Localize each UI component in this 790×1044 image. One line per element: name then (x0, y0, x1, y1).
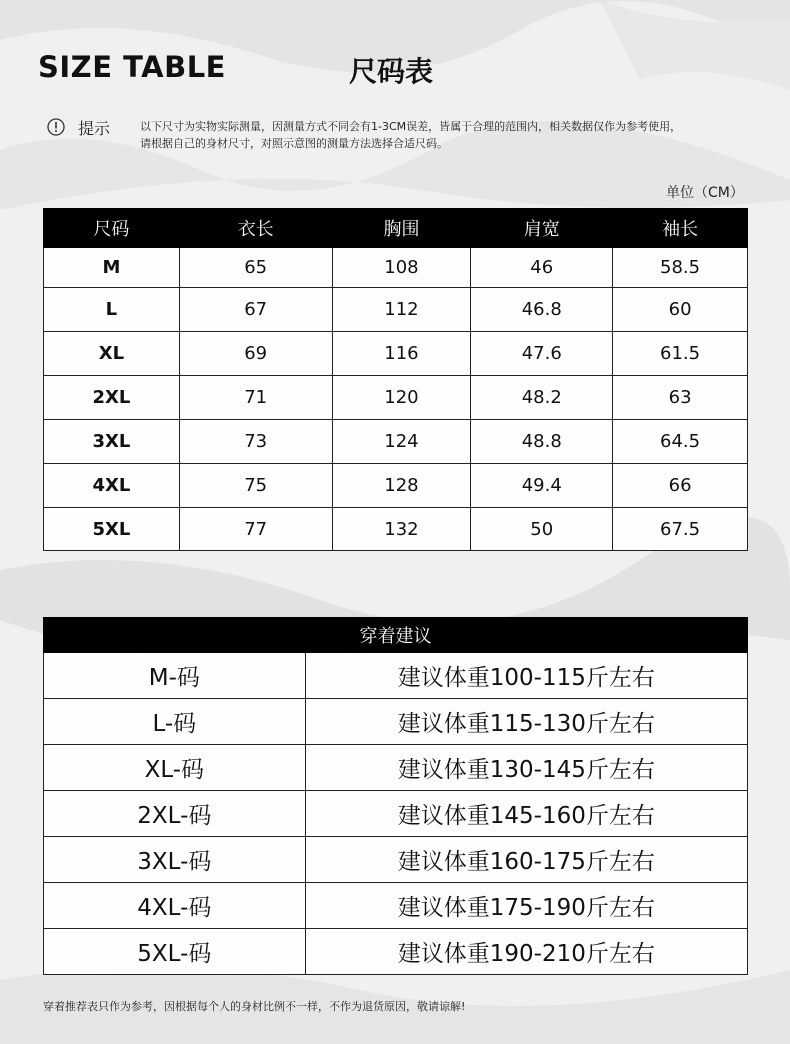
cell-weight-advice: 建议体重145-160斤左右 (305, 791, 747, 837)
cell-size-code: 2XL-码 (44, 791, 306, 837)
cell-length: 75 (179, 464, 332, 508)
cell-sleeve: 60 (613, 288, 748, 332)
cell-sleeve: 61.5 (613, 332, 748, 376)
table-row (44, 653, 748, 699)
header-size: 尺码 (44, 209, 180, 248)
cell-weight-advice: 建议体重175-190斤左右 (305, 883, 747, 929)
cell-chest: 112 (332, 288, 471, 332)
cell-length: 71 (179, 376, 332, 420)
cell-size: L (44, 288, 180, 332)
table-row (44, 332, 748, 376)
table-row (44, 248, 748, 288)
cell-shoulder: 47.6 (471, 332, 613, 376)
cell-size: 3XL (44, 420, 180, 464)
cell-length: 69 (179, 332, 332, 376)
cell-size-code: 3XL-码 (44, 837, 306, 883)
cell-length: 65 (179, 248, 332, 288)
table-row (44, 376, 748, 420)
cell-sleeve: 66 (613, 464, 748, 508)
tip-text (140, 118, 740, 152)
cell-shoulder: 49.4 (471, 464, 613, 508)
cell-size: 2XL (44, 376, 180, 420)
table-row (44, 420, 748, 464)
cell-weight-advice: 建议体重190-210斤左右 (305, 929, 747, 975)
page-title-en: SIZE TABLE (38, 50, 226, 84)
table-row (44, 837, 748, 883)
cell-size: M (44, 248, 180, 288)
cell-size: 5XL (44, 508, 180, 551)
wear-table-title: 穿着建议 (44, 618, 748, 653)
table-row (44, 791, 748, 837)
cell-size-code: L-码 (44, 699, 306, 745)
cell-length: 67 (179, 288, 332, 332)
wear-table-header-row (44, 618, 748, 653)
cell-weight-advice: 建议体重160-175斤左右 (305, 837, 747, 883)
table-row (44, 929, 748, 975)
cell-weight-advice: 建议体重100-115斤左右 (305, 653, 747, 699)
page-title-cn: 尺码表 (349, 55, 434, 88)
cell-chest: 124 (332, 420, 471, 464)
wear-advice-table (43, 617, 748, 975)
cell-size-code: XL-码 (44, 745, 306, 791)
header-length: 衣长 (179, 209, 332, 248)
cell-shoulder: 48.8 (471, 420, 613, 464)
cell-length: 77 (179, 508, 332, 551)
table-row (44, 883, 748, 929)
cell-chest: 108 (332, 248, 471, 288)
table-row (44, 464, 748, 508)
cell-length: 73 (179, 420, 332, 464)
tip-line: 请根据自己的身材尺寸，对照示意图的测量方法选择合适尺码。 (140, 137, 448, 150)
table-row (44, 288, 748, 332)
cell-sleeve: 58.5 (613, 248, 748, 288)
unit-label: 单位（CM） (666, 185, 744, 201)
cell-sleeve: 63 (613, 376, 748, 420)
table-row (44, 699, 748, 745)
exclamation-circle-icon (47, 118, 65, 136)
cell-chest: 116 (332, 332, 471, 376)
header-shoulder: 肩宽 (471, 209, 613, 248)
cell-shoulder: 46 (471, 248, 613, 288)
cell-size: XL (44, 332, 180, 376)
cell-chest: 132 (332, 508, 471, 551)
size-table-header-row (44, 209, 748, 248)
cell-sleeve: 67.5 (613, 508, 748, 551)
cell-sleeve: 64.5 (613, 420, 748, 464)
cell-size-code: 4XL-码 (44, 883, 306, 929)
cell-weight-advice: 建议体重130-145斤左右 (305, 745, 747, 791)
cell-shoulder: 46.8 (471, 288, 613, 332)
size-table (43, 208, 748, 551)
cell-size-code: 5XL-码 (44, 929, 306, 975)
cell-chest: 120 (332, 376, 471, 420)
tip-line: 以下尺寸为实物实际测量，因测量方式不同会有1-3CM误差，皆属于合理的范围内，相关数据仅作为参考使用， (140, 120, 682, 133)
header-chest: 胸围 (332, 209, 471, 248)
header-sleeve: 袖长 (613, 209, 748, 248)
tip-label: 提示 (78, 119, 111, 138)
table-row (44, 745, 748, 791)
cell-weight-advice: 建议体重115-130斤左右 (305, 699, 747, 745)
footer-note: 穿着推荐表只作为参考，因根据每个人的身材比例不一样，不作为退货原因，敬请谅解! (43, 1000, 466, 1013)
cell-shoulder: 50 (471, 508, 613, 551)
cell-shoulder: 48.2 (471, 376, 613, 420)
cell-size: 4XL (44, 464, 180, 508)
cell-size-code: M-码 (44, 653, 306, 699)
cell-chest: 128 (332, 464, 471, 508)
table-row (44, 508, 748, 551)
